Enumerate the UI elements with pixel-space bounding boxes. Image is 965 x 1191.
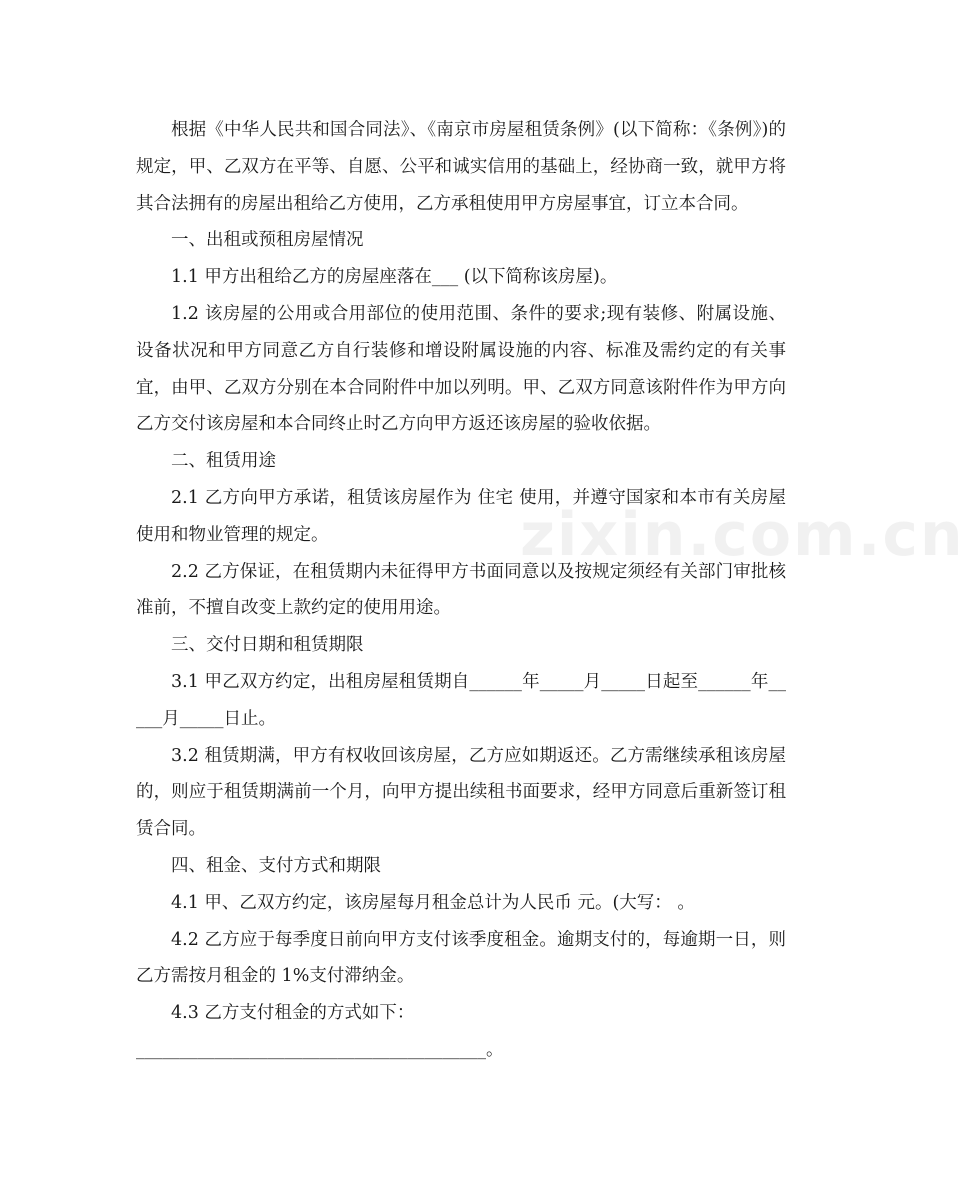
clause-1-1: 1.1 甲方出租给乙方的房屋座落在___ (以下简称该房屋)。 xyxy=(171,267,618,288)
section-heading-4: 四、租金、支付方式和期限 xyxy=(171,855,381,876)
payment-method-blank: ________________________________________。 xyxy=(136,1039,504,1060)
clause-2-1: 2.1 乙方向甲方承诺，租赁该房屋作为 住宅 使用，并遵守国家和本市有关房屋使用和物业管理的规定。 xyxy=(136,487,786,545)
watermark: zixin.com.cn xyxy=(520,500,965,570)
clause-3-2: 3.2 租赁期满，甲方有权收回该房屋，乙方应如期返还。乙方需继续承租该房屋的，则应于租赁期满前一个月，向甲方提出续租书面要求，经甲方同意后重新签订租赁合同。 xyxy=(136,745,786,840)
clause-4-3: 4.3 乙方支付租金的方式如下： xyxy=(171,1003,415,1024)
clause-1-2: 1.2 该房屋的公用或合用部位的使用范围、条件的要求;现有装修、附属设施、设备状况和甲方同意乙方自行装修和增设附属设施的内容、标准及需约定的有关事宜，由甲、乙双方分别在本合同附件中加以列明。甲、乙双方同意该附件作为甲方向乙方交付该房屋和本合同终止时乙方向甲方返还该房屋的验收依据。 xyxy=(136,303,786,435)
section-heading-1: 一、出租或预租房屋情况 xyxy=(171,230,364,251)
clause-4-1: 4.1 甲、乙双方约定，该房屋每月租金总计为人民币 元。(大写： 。 xyxy=(171,892,695,913)
clause-2-2: 2.2 乙方保证，在租赁期内未征得甲方书面同意以及按规定须经有关部门审批核准前，不擅自改变上款约定的使用用途。 xyxy=(136,561,786,619)
intro-paragraph: 根据《中华人民共和国合同法》、《南京市房屋租赁条例》(以下简称：《条例》)的规定，甲、乙双方在平等、自愿、公平和诚实信用的基础上，经协商一致，就甲方将其合法拥有的房屋出租给乙方使用，乙方承租使用甲方房屋事宜，订立本合同。 xyxy=(136,120,786,214)
clause-4-2: 4.2 乙方应于每季度日前向甲方支付该季度租金。逾期支付的，每逾期一日，则乙方需按月租金的 1%支付滞纳金。 xyxy=(136,929,786,987)
section-heading-3: 三、交付日期和租赁期限 xyxy=(171,635,364,656)
section-heading-2: 二、租赁用途 xyxy=(171,451,276,472)
contract-body xyxy=(136,112,786,1069)
clause-3-1: 3.1 甲乙双方约定，出租房屋租赁期自______年_____月_____日起至______年_____月_____日止。 xyxy=(136,671,786,729)
